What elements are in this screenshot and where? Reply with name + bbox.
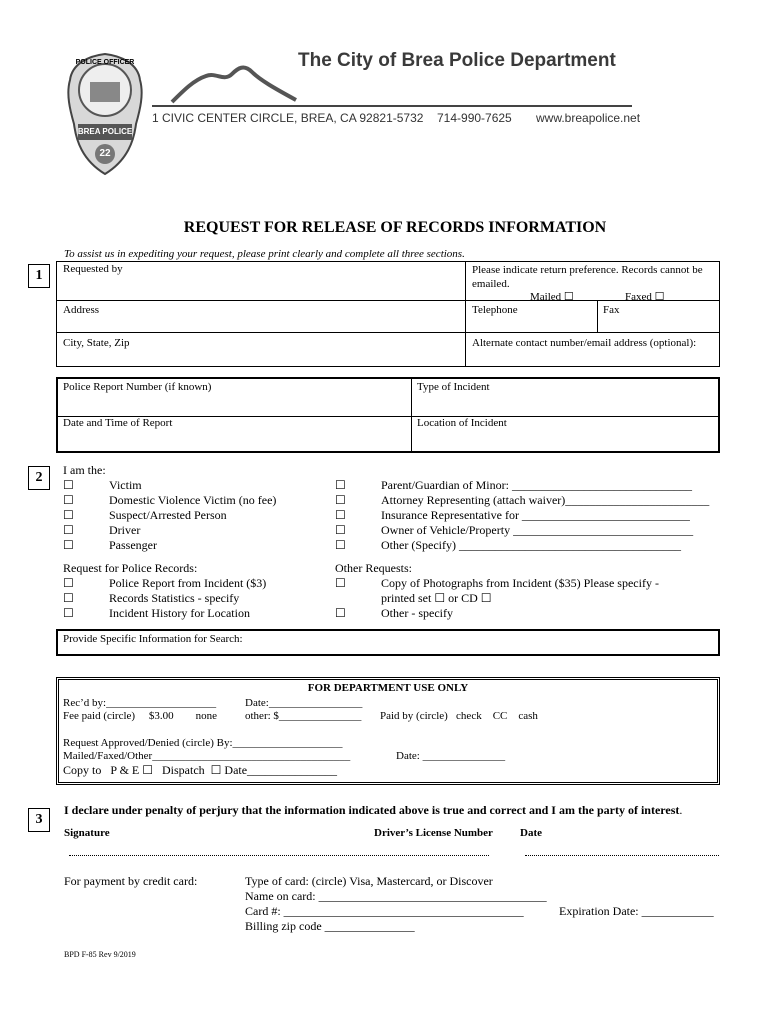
request-approved[interactable]: Request Approved/Denied (circle) By:____________________ — [63, 737, 343, 749]
form-title: REQUEST FOR RELEASE OF RECORDS INFORMATION — [183, 219, 607, 236]
section-3-number: 3 — [28, 808, 50, 832]
copy-to[interactable]: Copy to P & E ☐ Dispatch ☐ Date_______________ — [63, 763, 338, 777]
alternate-contact-field[interactable]: Alternate contact number/email address (optional): — [472, 337, 697, 349]
option-attorney[interactable]: ☐ Attorney Representing (attach waiver)________________________ — [335, 493, 710, 507]
date-label: Date — [520, 827, 542, 839]
option-records-statistics[interactable]: ☐ Records Statistics - specify — [63, 591, 240, 605]
badge-city-text: BREA POLICE — [77, 127, 133, 136]
location-field[interactable]: Location of Incident — [417, 417, 507, 429]
option-other[interactable]: ☐ Other (Specify) _____________________________________ — [335, 538, 681, 552]
received-date[interactable]: Date:_________________ — [245, 697, 363, 709]
section-2-number: 2 — [28, 466, 50, 490]
department-address: 1 CIVIC CENTER CIRCLE, BREA, CA 92821-5732 — [152, 111, 424, 125]
requester-type-left — [63, 478, 276, 553]
paid-by[interactable]: Paid by (circle) check CC cash — [380, 710, 538, 722]
other-requests-options — [335, 576, 659, 621]
signature-line[interactable] — [69, 855, 489, 856]
option-police-report[interactable]: ☐ Police Report from Incident ($3) — [63, 576, 267, 590]
date-line[interactable] — [525, 855, 719, 856]
signature-label: Signature — [64, 827, 110, 839]
option-driver[interactable]: ☐ Driver — [63, 523, 141, 537]
option-photographs[interactable]: ☐ Copy of Photographs from Incident ($35) Please specify - — [335, 576, 659, 590]
payment-label: For payment by credit card: — [64, 874, 198, 888]
type-incident-field[interactable]: Type of Incident — [417, 381, 490, 393]
declaration: I declare under penalty of perjury that the information indicated above is true and correct and I am the party of interest. — [64, 803, 683, 817]
card-type[interactable]: Type of card: (circle) Visa, Mastercard, or Discover — [245, 874, 493, 888]
records-title: Request for Police Records: — [63, 561, 198, 575]
option-owner[interactable]: ☐ Owner of Vehicle/Property ______________________________ — [335, 523, 694, 537]
search-info-label: Provide Specific Information for Search: — [63, 633, 243, 645]
name-on-card[interactable]: Name on card: ______________________________________ — [245, 889, 547, 903]
option-victim[interactable]: ☐ Victim — [63, 478, 142, 492]
fax-field[interactable]: Fax — [603, 304, 620, 316]
option-insurance[interactable]: ☐ Insurance Representative for ____________________________ — [335, 508, 690, 522]
badge-top-text: POLICE OFFICER — [75, 59, 135, 66]
department-phone: 714-990-7625 — [437, 111, 512, 125]
form-number: BPD F-85 Rev 9/2019 — [64, 950, 136, 959]
header-rule — [152, 105, 632, 107]
faxed-checkbox[interactable]: Faxed ☐ — [625, 291, 665, 303]
received-by[interactable]: Rec’d by:____________________ — [63, 697, 217, 709]
other-requests-title: Other Requests: — [335, 561, 412, 575]
option-dv-victim[interactable]: ☐ Domestic Violence Victim (no fee) — [63, 493, 277, 507]
requester-type-right — [335, 478, 709, 553]
option-suspect[interactable]: ☐ Suspect/Arrested Person — [63, 508, 227, 522]
department-name: The City of Brea Police Department — [298, 50, 616, 71]
option-passenger[interactable]: ☐ Passenger — [63, 538, 157, 552]
expiration-date[interactable]: Expiration Date: ____________ — [559, 904, 714, 918]
city-state-zip-field[interactable]: City, State, Zip — [63, 337, 130, 349]
department-use-title: FOR DEPARTMENT USE ONLY — [307, 682, 469, 694]
form-instructions: To assist us in expediting your request, please print clearly and complete all three sections. — [64, 248, 465, 260]
mountain-logo — [170, 60, 300, 108]
other-amount[interactable]: other: $_______________ — [245, 710, 362, 722]
mailed-checkbox[interactable]: Mailed ☐ — [530, 291, 574, 303]
photo-format[interactable]: printed set ☐ or CD ☐ — [381, 591, 492, 605]
license-label: Driver’s License Number — [374, 827, 493, 839]
return-preference-label: Please indicate return preference. Records cannot be emailed. — [472, 264, 703, 290]
requested-by-field[interactable]: Requested by — [63, 263, 123, 275]
telephone-field[interactable]: Telephone — [472, 304, 518, 316]
option-incident-history[interactable]: ☐ Incident History for Location — [63, 606, 250, 620]
records-options — [63, 576, 266, 621]
address-field[interactable]: Address — [63, 304, 100, 316]
fee-paid[interactable]: Fee paid (circle) $3.00 none — [63, 710, 217, 722]
option-other-specify[interactable]: ☐ Other - specify — [335, 606, 453, 620]
card-number[interactable]: Card #: ________________________________________ — [245, 904, 524, 918]
police-badge-logo — [64, 50, 146, 180]
mailed-date[interactable]: Date: _______________ — [396, 750, 506, 762]
section-1-number: 1 — [28, 264, 50, 288]
option-parent[interactable]: ☐ Parent/Guardian of Minor: ______________________________ — [335, 478, 692, 492]
report-number-field[interactable]: Police Report Number (if known) — [63, 381, 212, 393]
i-am-the-label: I am the: — [63, 463, 106, 477]
department-website: www.breapolice.net — [536, 111, 641, 125]
mailed-faxed[interactable]: Mailed/Faxed/Other____________________________________ — [63, 750, 351, 762]
date-time-field[interactable]: Date and Time of Report — [63, 417, 173, 429]
billing-zip[interactable]: Billing zip code _______________ — [245, 919, 415, 933]
badge-number: 22 — [99, 148, 111, 159]
